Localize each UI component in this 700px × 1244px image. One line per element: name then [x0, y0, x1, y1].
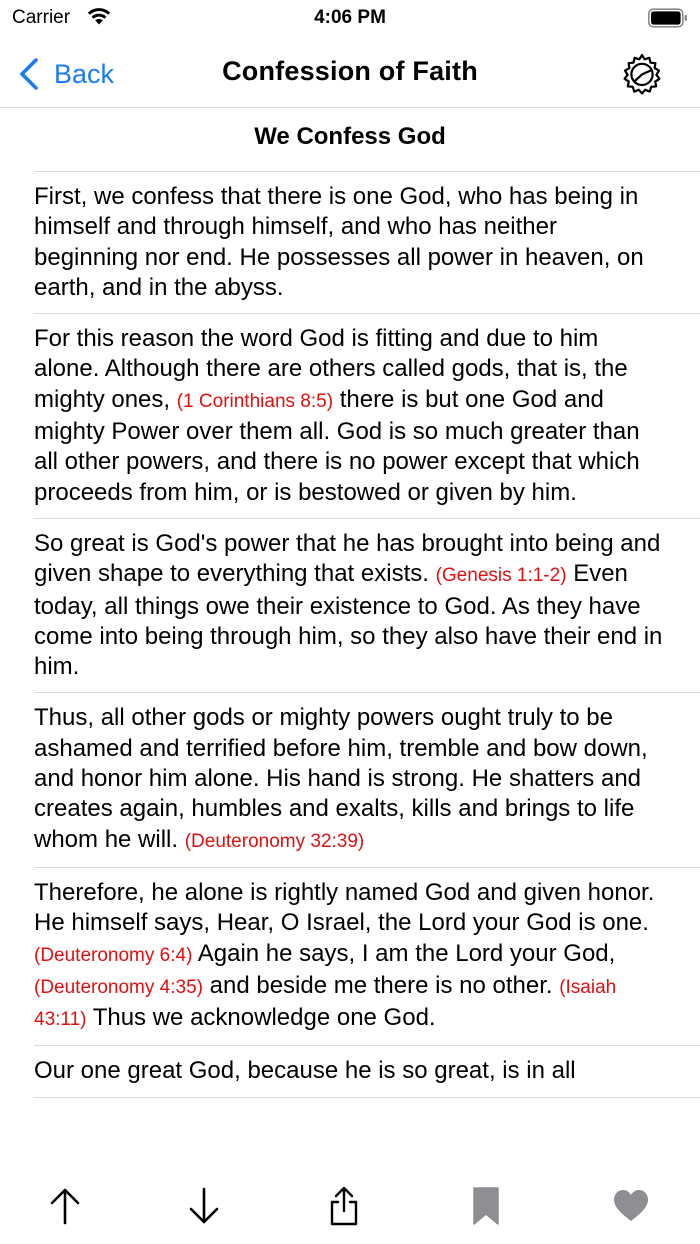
scripture-reference-link[interactable]: (Deuteronomy 6:4): [34, 944, 193, 966]
paragraph-text: Thus, all other gods or mighty powers ought truly to be ashamed and terrified before him, tremble and bow down, and honor him alone. His hand is strong. He shatters and creates again, humbles and exalts, kills and brings to life whom he will.: [34, 704, 648, 853]
paragraph-text: Our one great God, because he is so great, is in all: [34, 1057, 576, 1085]
navigation-bar: [0, 40, 700, 108]
share-icon[interactable]: [326, 1186, 362, 1226]
paragraph-text: For this reason the word God is fitting and due to him alone. Although there are others called gods, that is, the mighty ones,: [34, 325, 628, 413]
battery-icon: [648, 8, 688, 28]
paragraph-text: and beside me there is no other.: [202, 971, 560, 999]
paragraph-list: [0, 172, 700, 1098]
bottom-toolbar: [0, 1150, 700, 1244]
scripture-reference-link[interactable]: (Deuteronomy 4:35): [34, 976, 203, 998]
paragraph-text: Again he says, I am the Lord your God,: [192, 939, 616, 967]
confession-paragraph: [34, 693, 700, 867]
arrow-down-icon[interactable]: [186, 1186, 222, 1226]
gear-icon[interactable]: [620, 52, 664, 96]
scripture-reference-link[interactable]: (Isaiah 43:11): [34, 976, 617, 1031]
arrow-up-icon[interactable]: [47, 1186, 83, 1226]
paragraph-text: Therefore, he alone is rightly named God and given honor. He himself says, Hear, O Israel, the Lord your God is one.: [34, 878, 655, 937]
status-bar: [0, 0, 700, 40]
confession-paragraph: [34, 314, 700, 519]
paragraph-text: So great is God's power that he has brought into being and given shape to everything that exists.: [34, 529, 661, 588]
paragraph-text: there is but one God and mighty Power over them all. God is so much greater than all other powers, and there is no power except that which proceeds from him, or is bestowed or given by him.: [34, 385, 640, 506]
scripture-reference-link[interactable]: (1 Corinthians 8:5): [176, 390, 334, 412]
confession-paragraph: [34, 868, 700, 1046]
paragraph-text: First, we confess that there is one God, who has being in himself and through himself, and who has neither beginning nor end. He possesses all power in heaven, on earth, and in the abyss.: [34, 183, 644, 301]
section-title: We Confess God: [34, 108, 700, 172]
scripture-reference-link[interactable]: (Deuteronomy 32:39): [184, 830, 365, 852]
page-title: Confession of Faith: [222, 56, 478, 86]
heart-icon[interactable]: [612, 1186, 650, 1226]
confession-paragraph: [34, 172, 700, 314]
confession-content[interactable]: [0, 108, 700, 1150]
scripture-reference-link[interactable]: (Genesis 1:1-2): [435, 565, 567, 587]
confession-paragraph: [34, 519, 700, 693]
paragraph-text: Even today, all things owe their existence to God. As they have come into being through him, so they also have their end in him.: [34, 560, 663, 681]
bookmark-icon[interactable]: [468, 1186, 504, 1226]
back-label: Back: [54, 58, 115, 89]
status-time: 4:06 PM: [314, 7, 386, 28]
carrier-label: Carrier: [12, 7, 71, 28]
confession-paragraph: [34, 1046, 700, 1097]
paragraph-text: Thus we acknowledge one God.: [86, 1004, 436, 1032]
